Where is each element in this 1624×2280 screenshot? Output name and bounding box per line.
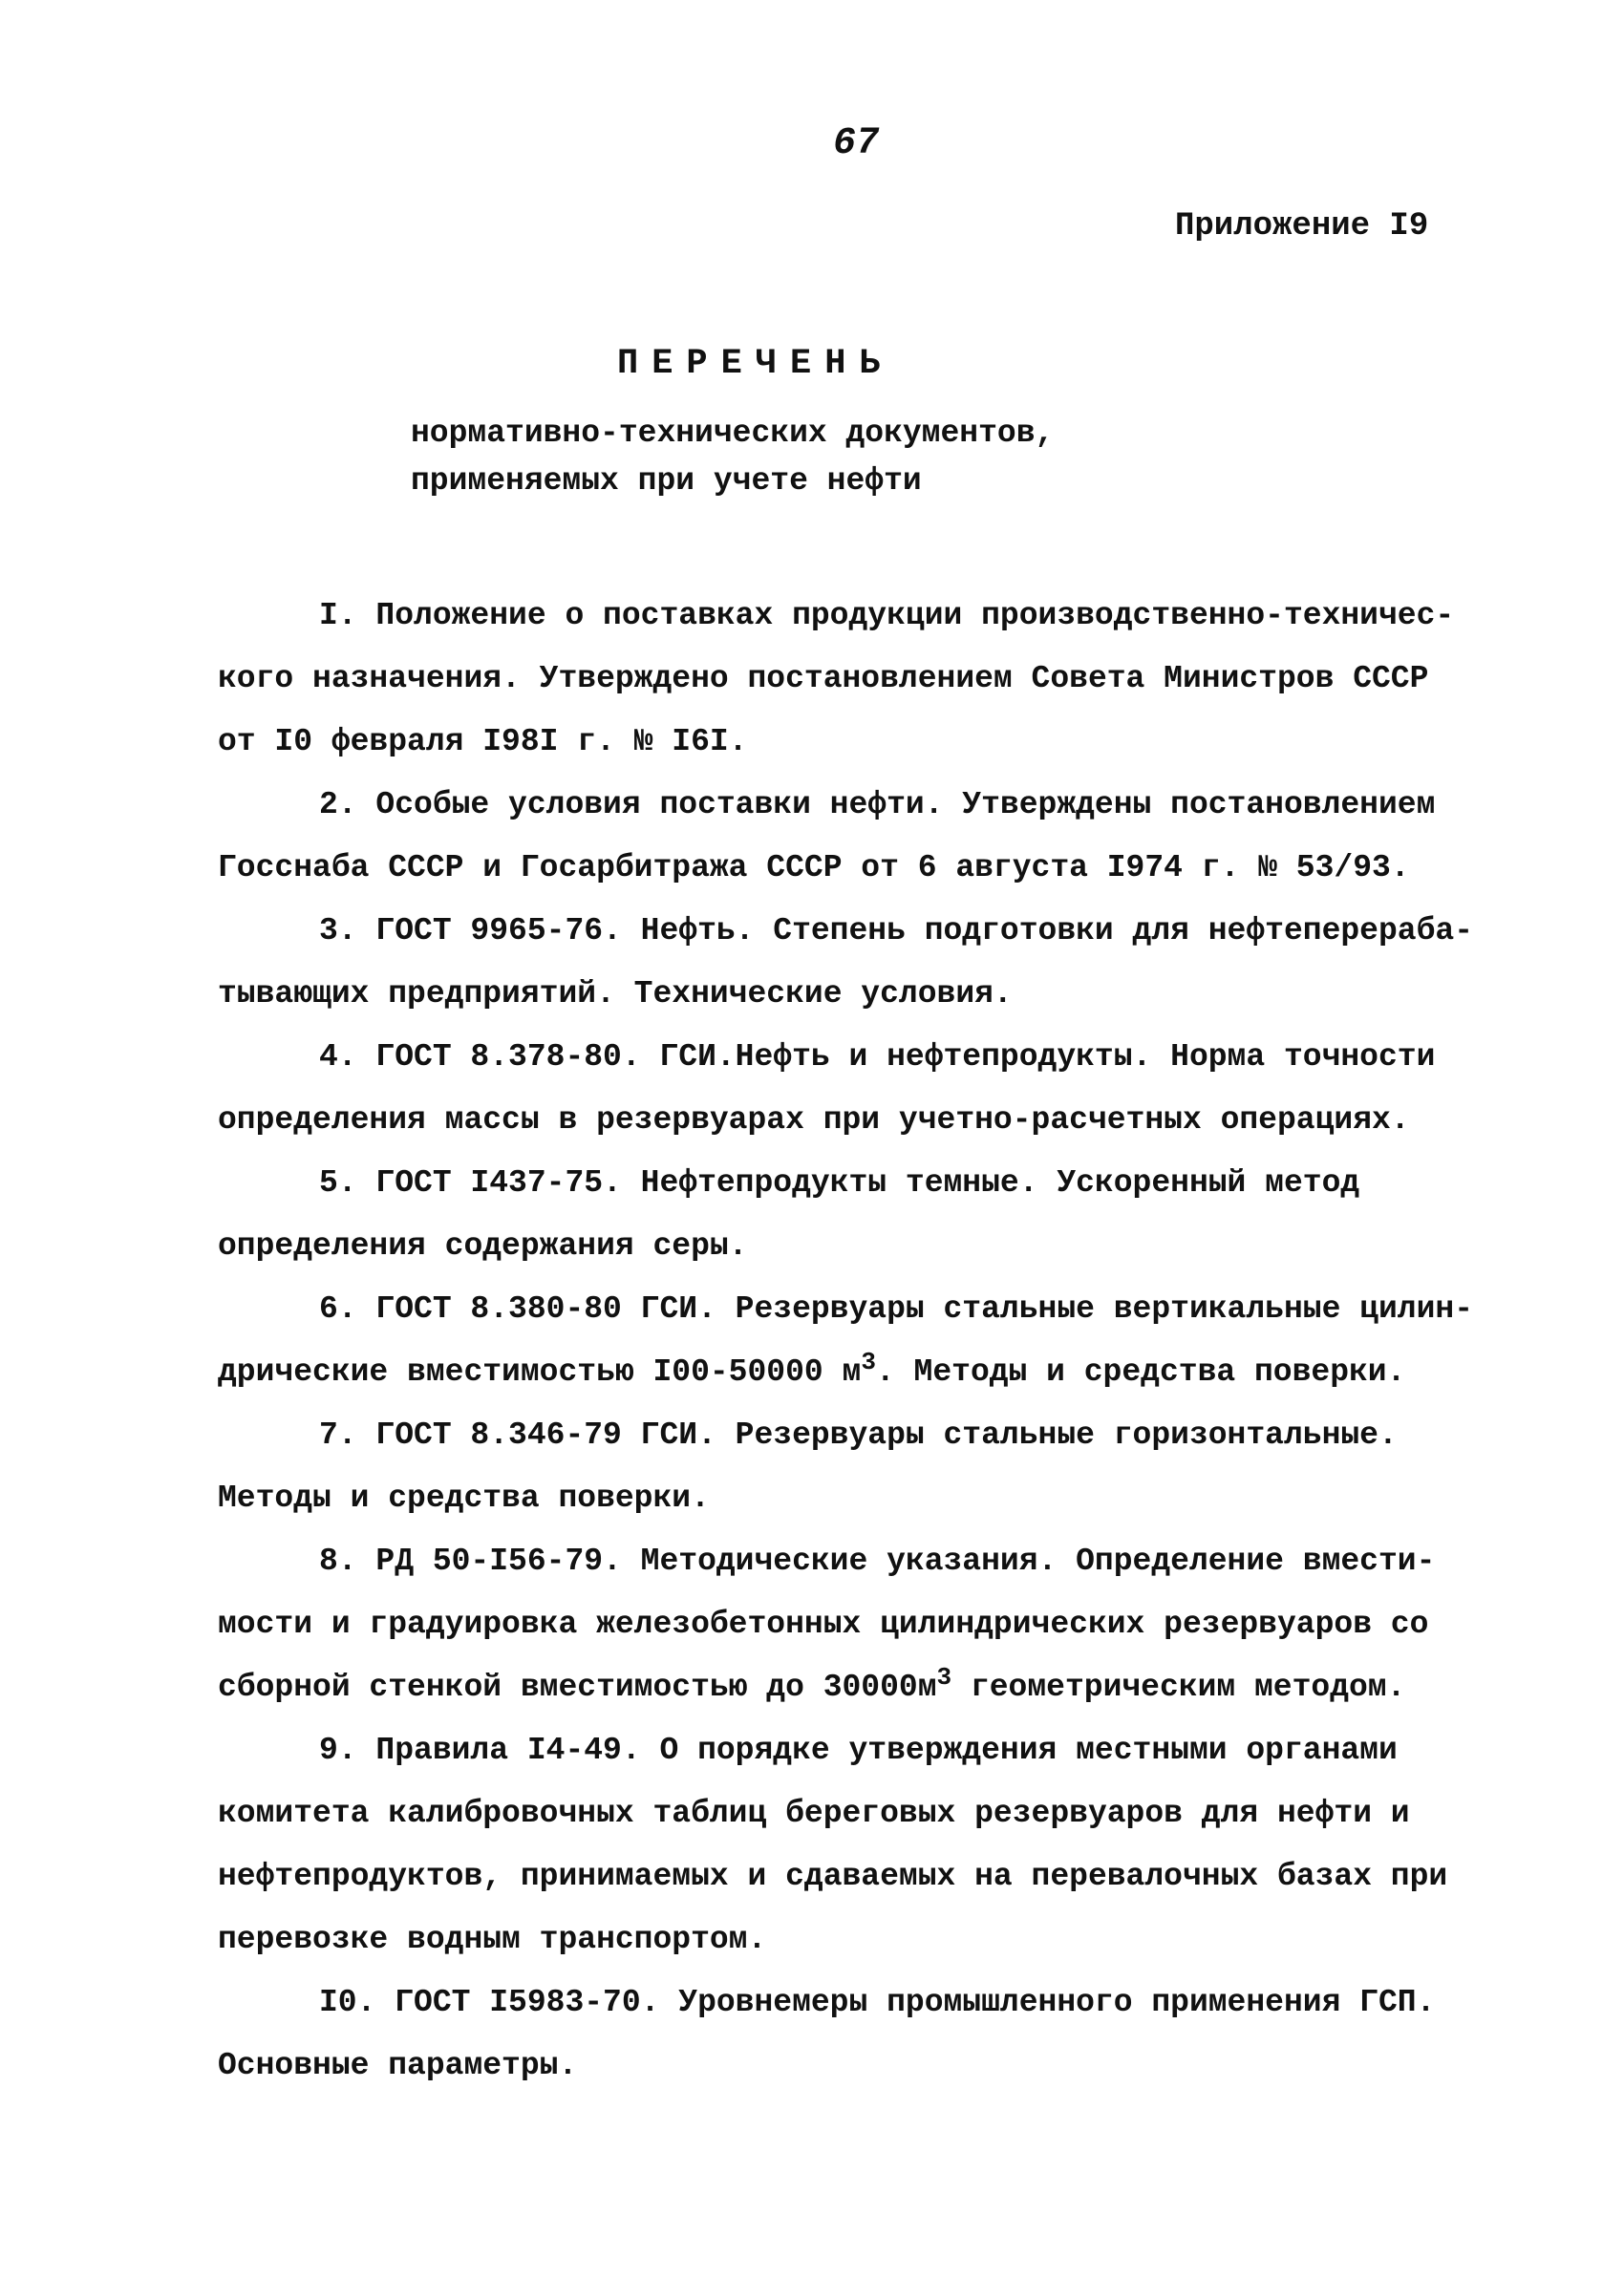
list-item-line: 2. Особые условия поставки нефти. Утверждены постановлением bbox=[319, 787, 1436, 822]
list-item-line: I. Положение о поставках продукции производственно-техничес- bbox=[319, 598, 1455, 633]
list-item-line: комитета калибровочных таблиц береговых резервуаров для нефти и bbox=[218, 1796, 1410, 1831]
superscript-exponent: 3 bbox=[861, 1348, 876, 1376]
list-item-line: перевозке водным транспортом. bbox=[218, 1922, 767, 1957]
list-item-line: 7. ГОСТ 8.346-79 ГСИ. Резервуары стальные горизонтальные. bbox=[319, 1417, 1398, 1453]
list-item-8 bbox=[218, 1530, 1479, 1719]
list-item-5 bbox=[218, 1152, 1479, 1278]
list-item-line: Основные параметры. bbox=[218, 2048, 578, 2083]
appendix-label: Приложение I9 bbox=[1175, 208, 1429, 245]
list-item-line: 8. РД 50-I56-79. Методические указания. Определение вмести- bbox=[319, 1544, 1436, 1579]
list-item-line: определения содержания серы. bbox=[218, 1228, 748, 1264]
list-item-line: 4. ГОСТ 8.378-80. ГСИ.Нефть и нефтепродукты. Норма точности bbox=[319, 1039, 1436, 1075]
list-item-4 bbox=[218, 1026, 1479, 1152]
page-number: 67 bbox=[833, 122, 880, 165]
list-item-line: тывающих предприятий. Технические условия. bbox=[218, 976, 1013, 1012]
list-item-line bbox=[218, 1656, 1479, 1719]
list-item-text: геометрическим методом. bbox=[951, 1670, 1406, 1705]
list-item-line: нефтепродуктов, принимаемых и сдаваемых на перевалочных базах при bbox=[218, 1859, 1448, 1894]
list-item-9 bbox=[218, 1719, 1479, 1971]
document-list bbox=[218, 585, 1479, 2098]
list-item-line: Госснаба СССР и Госарбитража СССР от 6 августа I974 г. № 53/93. bbox=[218, 850, 1410, 885]
list-item-1 bbox=[218, 585, 1479, 774]
list-item-7 bbox=[218, 1404, 1479, 1530]
superscript-exponent: 3 bbox=[936, 1663, 952, 1692]
list-item-line: I0. ГОСТ I5983-70. Уровнемеры промышленного применения ГСП. bbox=[319, 1985, 1436, 2020]
list-item-line: 9. Правила I4-49. О порядке утверждения местными органами bbox=[319, 1733, 1398, 1768]
list-item-line: мости и градуировка железобетонных цилиндрических резервуаров со bbox=[218, 1607, 1429, 1642]
list-item-line: 5. ГОСТ I437-75. Нефтепродукты темные. Ускоренный метод bbox=[319, 1165, 1360, 1201]
list-item-6 bbox=[218, 1278, 1479, 1404]
list-item-text: дрические вместимостью I00-50000 м bbox=[218, 1354, 862, 1390]
list-item-line: кого назначения. Утверждено постановлением Совета Министров СССР bbox=[218, 661, 1429, 696]
list-item-line: определения массы в резервуарах при учетно-расчетных операциях. bbox=[218, 1102, 1410, 1138]
document-subtitle-line-1: нормативно-технических документов, bbox=[411, 416, 1055, 451]
list-item-2 bbox=[218, 774, 1479, 900]
list-item-line: Методы и средства поверки. bbox=[218, 1481, 710, 1516]
list-item-text: сборной стенкой вместимостью до 30000м bbox=[218, 1670, 937, 1705]
list-item-3 bbox=[218, 900, 1479, 1026]
list-item-line: 6. ГОСТ 8.380-80 ГСИ. Резервуары стальные вертикальные цилин- bbox=[319, 1291, 1473, 1327]
document-subtitle-line-2: применяемых при учете нефти bbox=[411, 463, 922, 499]
document-title: ПЕРЕЧЕНЬ bbox=[617, 344, 894, 384]
list-item-line bbox=[218, 1341, 1479, 1404]
list-item-line: от I0 февраля I98I г. № I6I. bbox=[218, 724, 748, 759]
list-item-line: 3. ГОСТ 9965-76. Нефть. Степень подготовки для нефтеперераба- bbox=[319, 913, 1473, 948]
list-item-text: . Методы и средства поверки. bbox=[875, 1354, 1406, 1390]
list-item-10 bbox=[218, 1971, 1479, 2098]
